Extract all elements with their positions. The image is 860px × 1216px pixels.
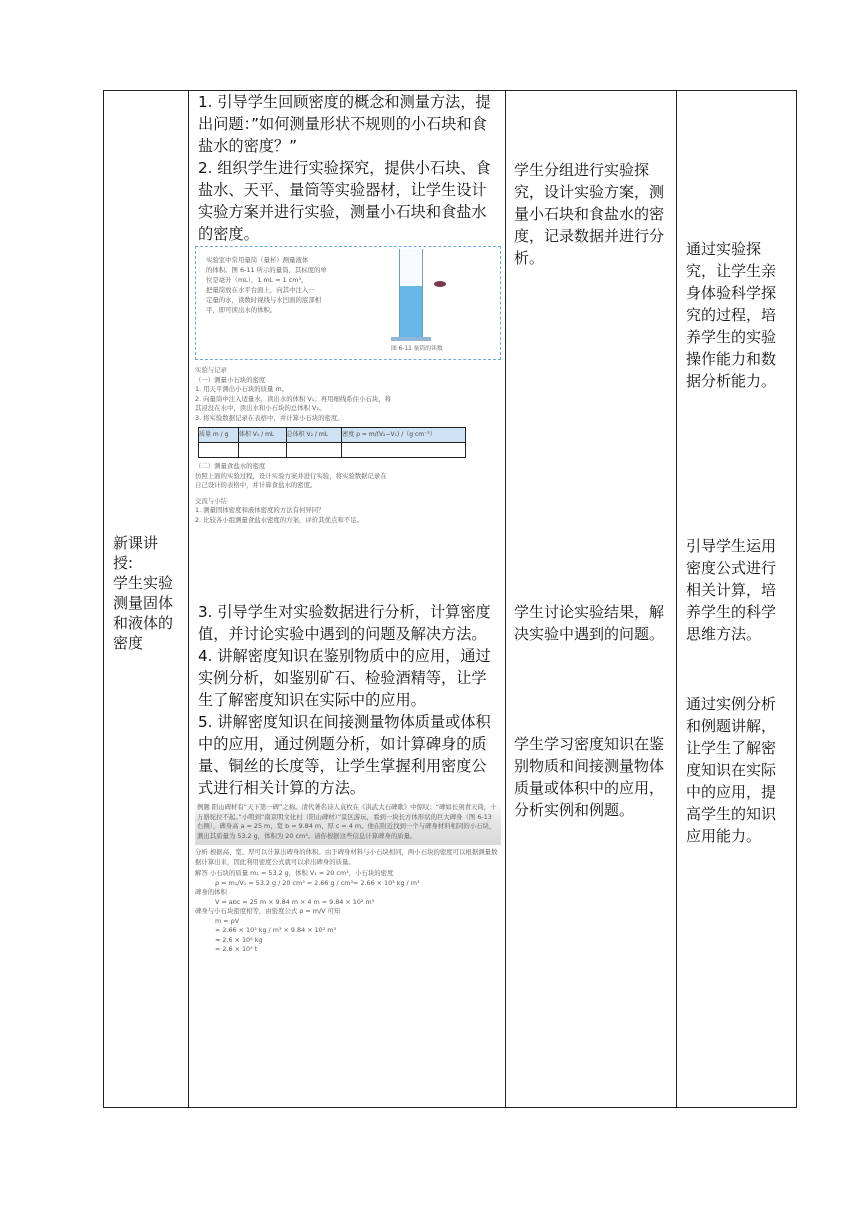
- student-activity-cell: [506, 91, 677, 1108]
- solution-line: m = ρV: [215, 916, 240, 925]
- cylinder-base: [391, 337, 431, 341]
- design-intent-3: 通过实例分析和例题讲解，让学生了解密度知识在实际中的应用，提高学生的知识应用能力。: [686, 695, 777, 845]
- teacher-activity-5: 5. 讲解密度知识在间接测量物体质量或体积中的应用，通过例题分析，如计算碑身的质量、铜丝的长度等，让学生掌握利用密度公式进行相关计算的方法。: [198, 713, 491, 797]
- table-row: [199, 428, 466, 443]
- design-intent-1: 通过实验探究，让学生亲身体验科学探究的过程，培养学生的实验操作能力和数据分析能力。: [686, 240, 777, 390]
- teacher-activity-cell: [189, 91, 506, 1108]
- excerpt-line: 定量的水，读数时视线与水凹面的底部相: [206, 296, 322, 304]
- excerpt-line: （二）测量食盐水的密度: [195, 462, 266, 470]
- solution-line: 碑身与小石块密度相等，由密度公式 ρ = m/V 可知: [195, 907, 341, 915]
- excerpt-heading: 实验与记录: [195, 366, 227, 374]
- solution-line: 碑身的体积: [195, 888, 227, 896]
- excerpt-line: 平，即可读出水的体积。: [206, 306, 277, 314]
- analysis-text: 分析 根据高、宽、厚可以计算出碑身的体积。由于碑身材料与小石块相同，两小石块的密度可以根据测量数据计算出来，因此利用密度公式就可以求出碑身的质量。: [195, 848, 498, 866]
- teacher-activity-2: 2. 组织学生进行实验探究，提供小石块、食盐水、天平、量筒等实验器材，让学生设计实验方案并进行实验，测量小石块和食盐水的密度。: [198, 159, 491, 243]
- table-header: 密度 ρ = m/(V₂−V₁) /（g·cm⁻³）: [342, 428, 466, 443]
- table-header: 质量 m / g: [199, 428, 239, 443]
- table-row: [199, 443, 466, 458]
- student-activity-3: 学生学习密度知识在鉴别物质和间接测量物体质量或体积中的应用，分析实例和例题。: [514, 735, 665, 819]
- teacher-activity-1: 1. 引导学生回顾密度的概念和测量方法，提出问题：”如何测量形状不规则的小石块和食盐水的密度？”: [198, 93, 491, 155]
- excerpt-heading: 交流与小结: [195, 496, 227, 505]
- eye-icon: [434, 281, 446, 287]
- design-intent-cell: [677, 91, 797, 1108]
- student-activity-2: 学生讨论实验结果，解决实验中遇到的问题。: [514, 603, 665, 643]
- table-header: 体积 V₁ / mL: [238, 428, 286, 443]
- measurement-table: [198, 427, 466, 458]
- stage-label-line: 测量固体: [113, 594, 174, 612]
- lesson-plan-table: [103, 90, 797, 1108]
- solution-line: ≈ 2.6 × 10⁶ kg: [215, 935, 263, 944]
- excerpt-line: （一）测量小石块的密度: [195, 375, 266, 384]
- solution-line: = 2.6 × 10³ t: [215, 945, 258, 953]
- graduated-cylinder-excerpt: [195, 246, 501, 360]
- table-cell: [342, 443, 466, 458]
- table-cell: [199, 443, 239, 458]
- excerpt-line: 其浸没在水中，读出水和小石块的总体积 V₂。: [195, 404, 326, 412]
- table-cell: [286, 443, 342, 458]
- solution-line: ρ = m₁/V₁ = 53.2 g / 20 cm³ = 2.66 g / cm³= 2.66 × 10³ kg / m³: [215, 878, 420, 887]
- excerpt-line: 仿照上面的实验过程，设计实验方案并进行实验，将实验数据记录在: [195, 471, 387, 480]
- excerpt-line: 的体积。图 6-11 所示的量筒，其标度的单: [206, 266, 327, 274]
- teacher-activity-3: 3. 引导学生对实验数据进行分析，计算密度值，并讨论实验中遇到的问题及解决方法。: [198, 603, 491, 643]
- excerpt-line: 2. 向量筒中注入适量水，读出水的体积 V₁；再用细线系住小石块，将: [195, 394, 392, 403]
- excerpt-line: 把量筒放在水平台面上，向其中注入一: [206, 286, 315, 294]
- design-intent-2: 引导学生运用密度公式进行相关计算，培养学生的科学思维方法。: [686, 537, 777, 643]
- excerpt-line: 自己设计的表格中，并计算食盐水的密度。: [195, 481, 317, 489]
- stage-cell: [104, 91, 189, 1108]
- excerpt-line: 1. 测量固体密度和液体密度的方法有何异同？: [195, 506, 325, 514]
- table-header: 总体积 V₂ / mL: [286, 428, 342, 443]
- solution-line: 解答 小石块的质量 m₁ = 53.2 g，体积 V₁ = 20 cm³，小石块的密度: [195, 869, 394, 877]
- student-activity-1: 学生分组进行实验探究，设计实验方案，测量小石块和食盐水的密度，记录数据并进行分析。: [514, 161, 665, 267]
- example-problem-excerpt: [195, 801, 501, 1061]
- figure-caption: 图 6-11 量筒的读数: [391, 346, 443, 352]
- experiment-record-excerpt: [195, 366, 501, 601]
- excerpt-line: 1. 用天平测出小石块的质量 m。: [195, 385, 289, 393]
- stage-label-line: 新课讲: [113, 534, 159, 552]
- stage-label-line: 学生实验: [113, 574, 174, 592]
- example-text: 例题 阳山碑材有“天下第一碑”之称。清代著名诗人袁枚在《洪武大石碑歌》中惊叹：“碑如长剑青天倚，十万骆驼拉不起。”小明到“南京明文化村（阳山碑材）”景区游玩，看到一块长方体形状的巨大碑身（图 6-13 右侧），碑身高 a = 25 m、宽 b = 9.84 m、厚 c = 4 m。他在附近找到一个与碑身材料相同的小石块，测出其质量为 53.2 g，体积为 20 cm³。请你根据这些信息计算碑身的质量。: [195, 801, 501, 845]
- stage-label-line: 和液体的: [113, 614, 174, 632]
- graduated-cylinder-figure: [399, 249, 423, 338]
- stage-label-line: 授:: [113, 554, 134, 572]
- teacher-activity-4: 4. 讲解密度知识在鉴别物质中的应用，通过实例分析，如鉴别矿石、检验酒精等，让学生了解密度知识在实际中的应用。: [198, 647, 491, 709]
- excerpt-line: 位是毫升（mL），1 mL = 1 cm³。: [206, 276, 308, 284]
- solution-line: = 2.66 × 10³ kg / m³ × 9.84 × 10² m³: [215, 926, 337, 934]
- table-row: [104, 91, 797, 1108]
- stage-label-line: 密度: [113, 634, 144, 652]
- solution-line: V = abc = 25 m × 9.84 m × 4 m = 9.84 × 10² m³: [215, 897, 375, 906]
- excerpt-line: 3. 将实验数据记录在表格中，并计算小石块的密度。: [195, 413, 344, 422]
- excerpt-line: 2. 比较各小组测量食盐水密度的方案，评价其优点和不足。: [195, 515, 363, 524]
- table-cell: [238, 443, 286, 458]
- excerpt-line: 实验室中常用量筒（量杯）测量液体: [206, 256, 309, 264]
